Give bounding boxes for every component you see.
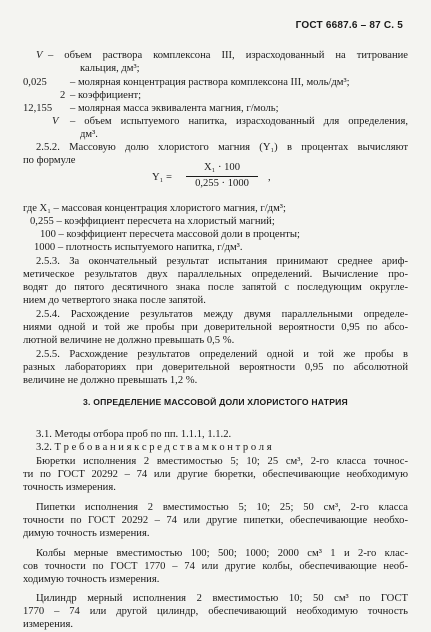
formula-fraction: [186, 162, 258, 189]
def-text: – молярная концентрация раствора комплексона III, моль/дм³;: [70, 77, 350, 88]
paragraph-2-5-3: нием до четвертого знака после запятой.: [23, 295, 206, 306]
fraction-bar: [186, 176, 258, 177]
pipettes-text: точности по ГОСТ 20292 – 74 или другие пипетки, обеспечивающие необхо-: [23, 515, 408, 526]
def-text: – объем раствора комплексона III, израсходованный на титрование: [48, 50, 408, 61]
paragraph-2-5-4: 2.5.4. Расхождение результатов между двумя параллельными определе-: [36, 309, 408, 320]
def-term: 2: [60, 90, 66, 101]
def-line: 1000 – плотность испытуемого напитка, г/дм³.: [34, 242, 243, 253]
flasks-text: сов точности по ГОСТ 1770 – 74 или другие колбы, обеспечивающие необ-: [23, 561, 408, 572]
flasks-text: Колбы мерные вместимостью 100; 500; 1000; 2000 см³ 1 и 2-го клас-: [36, 548, 408, 559]
formula-y1: [152, 162, 352, 194]
def-text: – молярная масса эквивалента магния, г/моль;: [70, 103, 279, 114]
paragraph-3-2: 3.2. Т р е б о в а н и я к с р е д с т в а м к о н т р о л я: [36, 442, 272, 453]
paragraph-2-5-4: лютной величине не должно превышать 0,5 %.: [23, 335, 235, 346]
cylinder-text: Цилиндр мерный исполнения 2 вместимостью 10; 50 см³ по ГОСТ: [36, 593, 408, 604]
burettes-text: ти по ГОСТ 20292 – 74 или другие бюретки, обеспечивающие необходимую: [23, 469, 408, 480]
paragraph-2-5-5: величине не должно превышать 1,2 %.: [23, 375, 198, 386]
def-term: 0,025: [23, 77, 47, 88]
paragraph-2-5-3: водят до пятого десятичного знака после запятой с последующим округле-: [23, 282, 408, 293]
def-term: 12,155: [23, 103, 53, 114]
def-term: V: [36, 50, 43, 61]
burettes-text: точность измерения.: [23, 482, 116, 493]
running-header: ГОСТ 6687.6 – 87 С. 5: [295, 20, 403, 31]
def-line: 0,255 – коэффициент пересчета на хлористый магний;: [30, 216, 275, 227]
def-text: – объем испытуемого напитка, израсходованный для определения,: [70, 116, 408, 127]
paragraph-2-5-2: 2.5.2. Массовую долю хлористого магния (Y₁) в процентах вычисляют: [36, 142, 408, 153]
burettes-text: Бюретки исполнения 2 вместимостью 5; 10; 25 см³, 2-го класса точнос-: [36, 456, 408, 467]
def-line: где X₁ – массовая концентрация хлористого магния, г/дм³;: [23, 203, 286, 214]
formula-trail: ,: [268, 172, 271, 183]
section-heading: 3. ОПРЕДЕЛЕНИЕ МАССОВОЙ ДОЛИ ХЛОРИСТОГО НАТРИЯ: [83, 397, 348, 407]
def-text: кальция, дм³;: [80, 63, 140, 74]
cylinder-text: измерения.: [23, 619, 73, 630]
formula-denominator: 0,255 · 1000: [195, 178, 249, 189]
pipettes-text: Пипетки исполнения 2 вместимостью 5; 10; 25; 50 см³, 2-го класса: [36, 502, 408, 513]
paragraph-2-5-5: разных лабораториях при доверительной вероятности 0,95 по абсолютной: [23, 362, 408, 373]
paragraph-2-5-3: метическое результатов двух параллельных определений. Вычисление про-: [23, 269, 408, 280]
def-text: – коэффициент;: [70, 90, 142, 101]
def-text: дм³.: [80, 129, 98, 140]
cylinder-text: 1770 – 74 или другой цилиндр, обеспечивающий необходимую точность: [23, 606, 408, 617]
formula-lhs: Y₁ =: [152, 172, 172, 183]
paragraph-3-1: 3.1. Методы отбора проб по пп. 1.1.1, 1.1.2.: [36, 429, 232, 440]
pipettes-text: димую точность измерения.: [23, 528, 150, 539]
flasks-text: ходимую точность измерения.: [23, 574, 160, 585]
formula-numerator: X₁ · 100: [203, 162, 241, 173]
paragraph-2-5-3: 2.5.3. За окончательный результат испытания принимают среднее ариф-: [36, 256, 408, 267]
paragraph-2-5-2: по формуле: [23, 155, 76, 166]
paragraph-2-5-5: 2.5.5. Расхождение результатов определений одной и той же пробы в: [36, 349, 408, 360]
def-line: 100 – коэффициент пересчета массовой доли в проценты;: [40, 229, 300, 240]
paragraph-2-5-4: ниями одной и той же пробы при доверительной вероятности 0,95 по абсо-: [23, 322, 408, 333]
def-term: V: [52, 116, 59, 127]
